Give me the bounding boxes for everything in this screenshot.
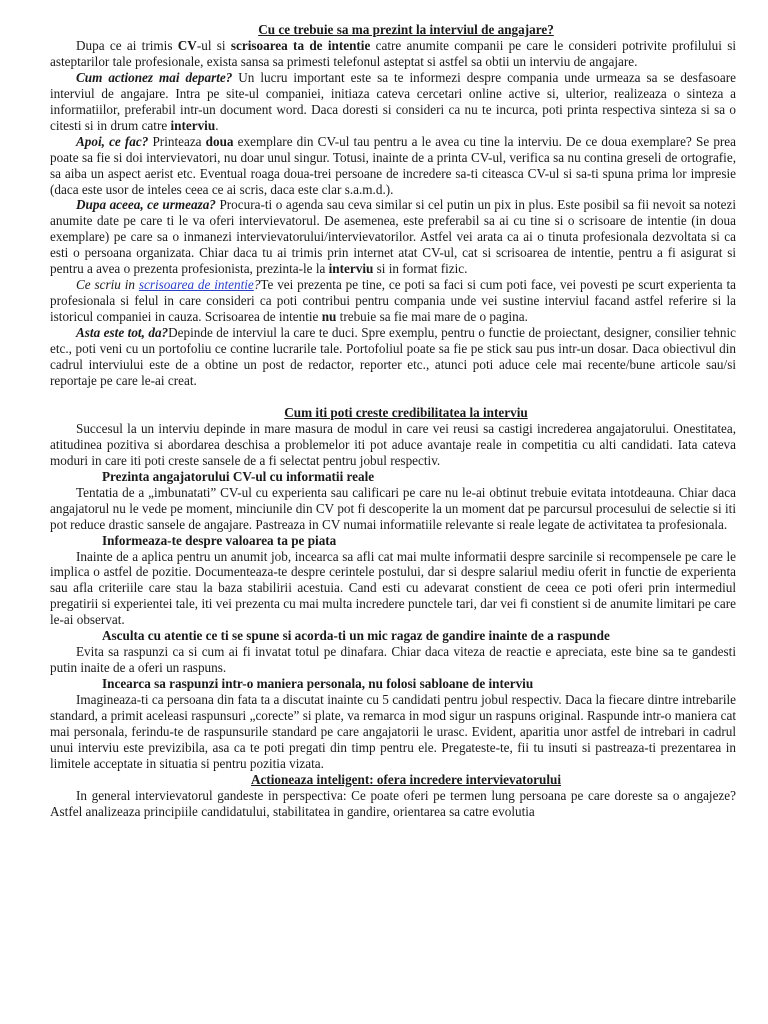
paragraph-portfolio: Asta este tot, da?Depinde de interviul la care te duci. Spre exemplu, pentru o functie de proiectant, designer, consilier tehnic etc., poti veni cu un portofoliu ce contine lucrarile tale. Portofoliul poate sa fie pe stick sau pus intr-un dosar. Daca obiectivul din cadrul interviului este de a obtine un post de redactor, reporter etc., atunci poti aduce cele mai recente/bune articole sau/si reportaje pe care le-ai creat. [50,325,736,388]
paragraph-agenda: Dupa aceea, ce urmeaza? Procura-ti o agenda sau ceva similar si cel putin un pix in plus. Este posibil sa fii nevoit sa notezi anumite date pe care ti le va oferi intervievatorul. De asemenea, este preferabil sa ai cu tine si o scrisoare de intentie (in doua exemplare) pe care sa o inmanezi intervievatorului/intervievatorilor. Astfel vei arata ca ai o tinuta profesionala dezvoltata si ca esti o persoana organizata. Chiar daca tu ai trimis prin internet atat CV-ul, cat si scrisoarea de intentie, pentru a fi asigurat si pentru a avea o prezenta profesionista, prezinta-le la interviu si in format fizic. [50,197,736,277]
section-title-act-smart: Actioneaza inteligent: ofera incredere intervievatorului [250,771,562,787]
paragraph-next-steps: Cum actionez mai departe? Un lucru important este sa te informezi despre compania unde urmeaza sa se desfasoare interviul de angajare. Intra pe site-ul companiei, initiaza cateva cercetari online active si, ulterior, realizeaza o sinteza a informatiilor, preferabil intr-un document word. Daca doresti si consideri ca nu te incurca, poti printa respectiva sinteza si sa o citesti si in drum catre interviu. [50,69,736,133]
cover-letter-link[interactable]: scrisoarea de intentie [138,277,254,293]
paragraph-cover-letter: Ce scriu in scrisoarea de intentie?Te vei prezenta pe tine, ce poti sa faci si cum poti face, vei povesti pe scurt experienta ta profesionala si felul in care consideri ca poti contribui pentru compania unde vei sustine interviul facand astfel referire si la istoricul companiei in cauza. Scrisoarea de intentie nu trebuie sa fie mai mare de o pagina. [50,277,736,325]
paragraph-act-smart: In general intervievatorul gandeste in perspectiva: Ce poate oferi pe termen lung persoana pe care doreste sa o angajeze? Astfel analizeaza principiile candidatului, stabilitatea in gandire, orientarea sa catre evolutia [50,787,736,819]
subheading-real-cv: Prezinta angajatorului CV-ul cu informatii reale [102,468,375,484]
section-title-credibility: Cum iti poti creste credibilitatea la interviu [284,404,528,420]
paragraph-after-cv: Dupa ce ai trimis CV-ul si scrisoarea ta de intentie catre anumite companii pe care le consideri potrivite profilului si asteptarilor tale profesionale, exista sansa sa primesti telefonul asteptat si astfel sa obtii un interviu de angajare. [50,37,737,69]
paragraph-personal-answers: Imagineaza-ti ca persoana din fata ta a discutat inainte cu 5 candidati pentru jobul respectiv. Daca la fiecare dintre intrebarile standard, a primit aceleasi raspunsuri „corecte” si plate, va remarca in mod sigur un raspuns original. Raspunde intr-o maniera cat mai personala, ferindu-te de raspunsurile standard pe care angajatorii le urasc. Evident, aparitia unor astfel de intrebari in cadrul unui interviu este previzibila, asa ca te poti pregati din timp pentru ele. Pregateste-te, fii tu insuti si pastreaza-ti prezentarea in limitele acceptate in situatia si pentru pozitia vizata. [50,692,736,771]
section-title-interview-prep: Cu ce trebuie sa ma prezint la interviul de angajare? [258,22,554,37]
subheading-listen: Asculta cu atentie ce ti se spune si acorda-ti un mic ragaz de gandire inainte de a raspunde [102,628,610,644]
paragraph-real-cv: Tentatia de a „imbunatati” CV-ul cu experienta sau calificari pe care nu le-ai obtinut trebuie evitata intotdeauna. Chiar daca angajatorul nu le vede pe moment, minciunile din CV pot fi descoperite la un moment dat pe parcursul procesului de selectie si iti pot reduce drastic sansele de angajare. Pastreaza in CV numai informatiile relevante si reale legate de activitatea ta profesionala. [50,484,736,532]
subheading-personal-answers: Incearca sa raspunzi intr-o maniera personala, nu folosi sabloane de interviu [102,676,534,692]
paragraph-market-value: Inainte de a aplica pentru un anumit job, incearca sa afli cat mai multe informatii despre sarcinile si recompensele pe care le implica o astfel de pozitie. Documenteaza-te despre cerintele postului, dar si despre salariul mediu oferit in functie de experienta sau afla criteriile care stau la baza stabilirii acestuia. Cand esti cu adevarat constient de ceea ce poti oferi prin intermediul pregatirii si experientei tale, iti vei prezenta cu mai multa incredere punctele tari, dar vei fi constient si de anumite limitari pe care le-ai observat. [50,548,736,628]
paragraph-credibility-intro: Succesul la un interviu depinde in mare masura de modul in care vei reusi sa castigi increderea angajatorului. Onestitatea, atitudinea pozitiva si abordarea deschisa a problemelor iti pot aduce avantaje reale in competitia cu alti candidati. Iata cateva moduri in care iti poti creste sansele de a fi selectat pentru jobul respectiv. [50,420,736,468]
document-page [50,22,736,820]
paragraph-print-cv: Apoi, ce fac? Printeaza doua exemplare din CV-ul tau pentru a le avea cu tine la interviu. De ce doua exemplare? Se prea poate sa fie si doi intervievatori, nu doar unul singur. Totusi, inainte de a printa CV-ul, verifica sa nu contina greseli de ortografie, sa aiba un aspect aerist etc. Eventual roaga doua-trei persoane de incredere sa-ti citeasca CV-ul si sa-ti spuna prima lor impresie (daca este usor de inteles ceea ce ai scris, daca este clar s.a.m.d.). [50,133,737,197]
paragraph-listen: Evita sa raspunzi ca si cum ai fi invatat totul pe dinafara. Chiar daca viteza de reactie e apreciata, este bine sa te gandesti putin inaite de a oferi un raspuns. [50,644,736,676]
subheading-market-value: Informeaza-te despre valoarea ta pe piata [102,532,337,548]
